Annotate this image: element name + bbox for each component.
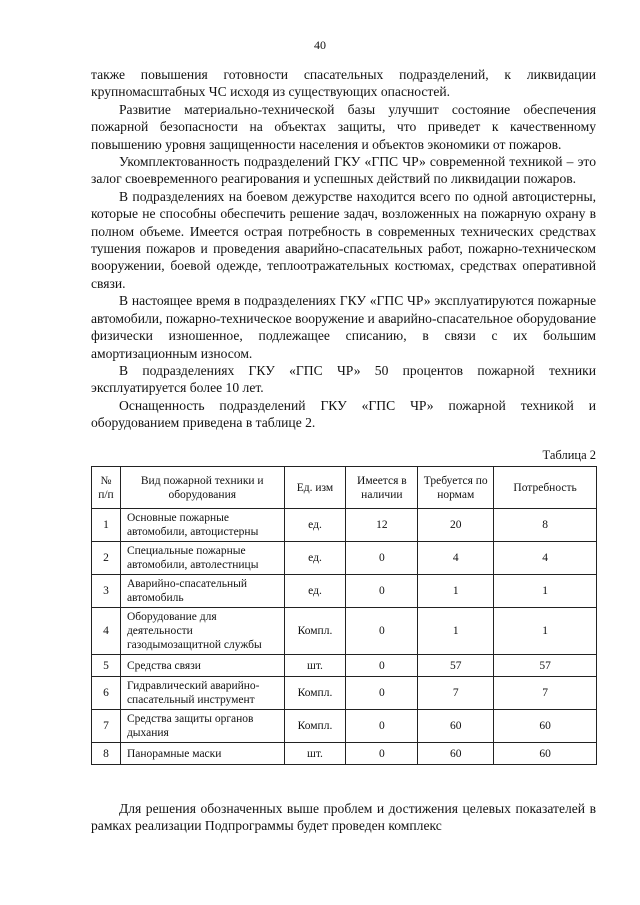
table-row bbox=[92, 542, 597, 575]
cell-type: Специальные пожарные автомобили, автолестницы bbox=[120, 542, 284, 575]
cell-need: 1 bbox=[494, 575, 597, 608]
page-number: 40 bbox=[314, 38, 326, 52]
cell-unit: ед. bbox=[284, 509, 346, 542]
cell-need: 60 bbox=[494, 710, 597, 743]
cell-available: 0 bbox=[346, 655, 418, 677]
cell-number: 5 bbox=[92, 655, 121, 677]
paragraph: также повышения готовности спасательных подразделений, к ликвидации крупномасштабных ЧС исходя из существующих опасностей. bbox=[91, 67, 596, 100]
cell-need: 1 bbox=[494, 608, 597, 655]
table-row bbox=[92, 677, 597, 710]
cell-available: 0 bbox=[346, 575, 418, 608]
cell-available: 0 bbox=[346, 542, 418, 575]
cell-required: 1 bbox=[418, 575, 494, 608]
cell-unit: Компл. bbox=[284, 608, 346, 655]
table-row bbox=[92, 710, 597, 743]
cell-unit: Компл. bbox=[284, 710, 346, 743]
cell-available: 0 bbox=[346, 710, 418, 743]
cell-number: 7 bbox=[92, 710, 121, 743]
cell-required: 60 bbox=[418, 743, 494, 765]
header-cell-unit: Ед. изм bbox=[284, 467, 346, 509]
equipment-table bbox=[91, 466, 597, 765]
cell-number: 8 bbox=[92, 743, 121, 765]
cell-number: 6 bbox=[92, 677, 121, 710]
cell-unit: шт. bbox=[284, 655, 346, 677]
cell-number: 4 bbox=[92, 608, 121, 655]
cell-type: Средства защиты органов дыхания bbox=[120, 710, 284, 743]
cell-required: 1 bbox=[418, 608, 494, 655]
cell-need: 57 bbox=[494, 655, 597, 677]
cell-available: 0 bbox=[346, 677, 418, 710]
table-row bbox=[92, 743, 597, 765]
cell-type: Аварийно-спасательный автомобиль bbox=[120, 575, 284, 608]
header-cell-number: № п/п bbox=[92, 467, 121, 509]
paragraph: В подразделениях ГКУ «ГПС ЧР» 50 процентов пожарной техники эксплуатируется более 10 лет. bbox=[91, 362, 596, 396]
cell-required: 60 bbox=[418, 710, 494, 743]
body-text bbox=[91, 66, 596, 432]
cell-required: 7 bbox=[418, 677, 494, 710]
cell-unit: ед. bbox=[284, 542, 346, 575]
cell-number: 3 bbox=[92, 575, 121, 608]
cell-available: 12 bbox=[346, 509, 418, 542]
cell-type: Оборудование для деятельности газодымозащитной службы bbox=[120, 608, 284, 655]
cell-number: 1 bbox=[92, 509, 121, 542]
table-header-row bbox=[92, 467, 597, 509]
paragraph: В настоящее время в подразделениях ГКУ «ГПС ЧР» эксплуатируются пожарные автомобили, пожарно-техническое вооружение и аварийно-спасательное оборудование физически изношенное, подлежащее списанию, в связи с их большим амортизационным износом. bbox=[91, 293, 596, 361]
table-row bbox=[92, 575, 597, 608]
cell-required: 4 bbox=[418, 542, 494, 575]
cell-unit: ед. bbox=[284, 575, 346, 608]
cell-type: Панорамные маски bbox=[120, 743, 284, 765]
header-cell-need: Потребность bbox=[494, 467, 597, 509]
cell-unit: шт. bbox=[284, 743, 346, 765]
cell-required: 57 bbox=[418, 655, 494, 677]
paragraph: Развитие материально-технической базы улучшит состояние обеспечения пожарной безопасности на объектах защиты, что приведет к качественному повышению уровня защищенности населения и объектов экономики от пожаров. bbox=[91, 101, 596, 152]
cell-need: 60 bbox=[494, 743, 597, 765]
closing-text bbox=[91, 800, 596, 835]
cell-need: 4 bbox=[494, 542, 597, 575]
paragraph: Для решения обозначенных выше проблем и достижения целевых показателей в рамках реализации Подпрограммы будет проведен комплекс bbox=[91, 801, 596, 834]
table-row bbox=[92, 608, 597, 655]
cell-available: 0 bbox=[346, 743, 418, 765]
header-cell-available: Имеется в наличии bbox=[346, 467, 418, 509]
table-row bbox=[92, 509, 597, 542]
paragraph: Укомплектованность подразделений ГКУ «ГПС ЧР» современной техникой – это залог своевременного реагирования и успешных действий по ликвидации пожаров. bbox=[91, 154, 596, 187]
cell-type: Основные пожарные автомобили, автоцистерны bbox=[120, 509, 284, 542]
header-cell-required: Требуется по нормам bbox=[418, 467, 494, 509]
table-caption: Таблица 2 bbox=[542, 448, 596, 462]
cell-need: 7 bbox=[494, 677, 597, 710]
paragraph: Оснащенность подразделений ГКУ «ГПС ЧР» пожарной техникой и оборудованием приведена в таблице 2. bbox=[91, 397, 596, 431]
header-cell-type: Вид пожарной техники и оборудования bbox=[120, 467, 284, 509]
cell-type: Гидравлический аварийно-спасательный инструмент bbox=[120, 677, 284, 710]
cell-number: 2 bbox=[92, 542, 121, 575]
cell-unit: Компл. bbox=[284, 677, 346, 710]
cell-available: 0 bbox=[346, 608, 418, 655]
cell-need: 8 bbox=[494, 509, 597, 542]
paragraph: В подразделениях на боевом дежурстве находится всего по одной автоцистерны, которые не способны обеспечить решение задач, возложенных на пожарную охрану в полном объеме. Имеется острая потребность в современных технических средствах тушения пожаров и проведения аварийно-спасательных работ, пожарно-техническом вооружении, боевой одежде, теплоотражательных костюмах, средствах оперативной связи. bbox=[91, 188, 596, 291]
table-row bbox=[92, 655, 597, 677]
cell-type: Средства связи bbox=[120, 655, 284, 677]
cell-required: 20 bbox=[418, 509, 494, 542]
